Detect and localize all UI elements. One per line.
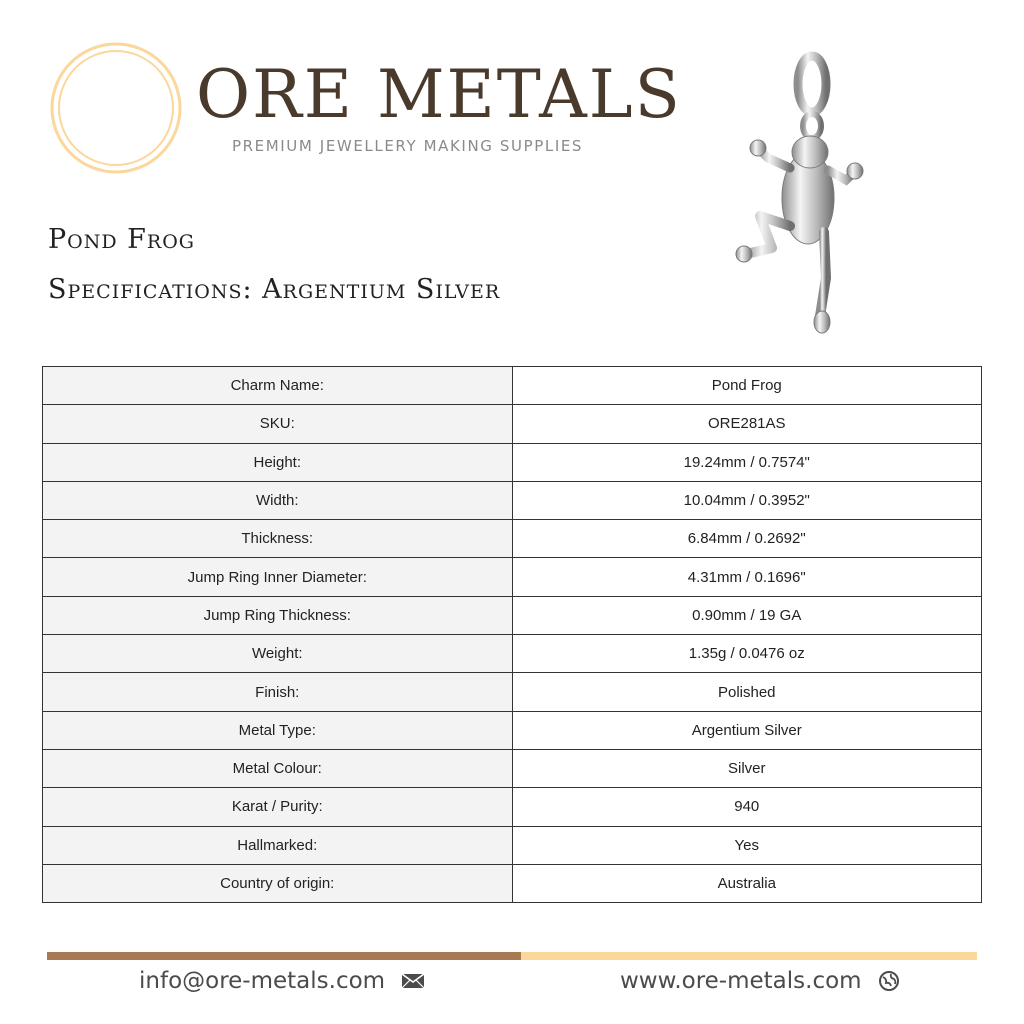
spec-value: 4.31mm / 0.1696" (512, 558, 982, 596)
table-row (43, 596, 982, 634)
footer-bar-right (521, 952, 977, 960)
spec-value: Polished (512, 673, 982, 711)
website-link[interactable]: www.ore-metals.com (620, 968, 862, 994)
envelope-icon (401, 973, 425, 989)
spec-value: Argentium Silver (512, 711, 982, 749)
spec-label: Country of origin: (43, 864, 513, 902)
spec-label: Metal Colour: (43, 749, 513, 787)
table-row (43, 558, 982, 596)
spec-value: 19.24mm / 0.7574" (512, 443, 982, 481)
product-title: Pond Frog (48, 224, 195, 255)
spec-value: 10.04mm / 0.3952" (512, 481, 982, 519)
frog-charm-icon (728, 48, 868, 340)
spec-value: Australia (512, 864, 982, 902)
table-row (43, 673, 982, 711)
table-row (43, 520, 982, 558)
spec-label: Width: (43, 481, 513, 519)
table-row (43, 826, 982, 864)
brand-name: ORE METALS (196, 56, 682, 133)
specifications-table (42, 366, 982, 903)
logo-ring-icon (48, 40, 184, 176)
table-row (43, 749, 982, 787)
spec-label: Jump Ring Inner Diameter: (43, 558, 513, 596)
spec-value: Silver (512, 749, 982, 787)
table-row (43, 788, 982, 826)
email-link[interactable]: info@ore-metals.com (139, 968, 386, 994)
globe-icon (878, 970, 900, 992)
contact-website[interactable] (620, 967, 900, 995)
table-row (43, 635, 982, 673)
contact-email[interactable] (139, 967, 425, 995)
spec-label: Karat / Purity: (43, 788, 513, 826)
spec-value: 1.35g / 0.0476 oz (512, 635, 982, 673)
table-row (43, 405, 982, 443)
product-specifications-heading: Specifications: Argentium Silver (48, 274, 501, 305)
spec-label: Thickness: (43, 520, 513, 558)
spec-value: Yes (512, 826, 982, 864)
spec-value: 6.84mm / 0.2692" (512, 520, 982, 558)
spec-value: Pond Frog (512, 367, 982, 405)
spec-label: Weight: (43, 635, 513, 673)
spec-label: Metal Type: (43, 711, 513, 749)
brand-tagline: PREMIUM JEWELLERY MAKING SUPPLIES (232, 137, 584, 155)
spec-label: Hallmarked: (43, 826, 513, 864)
spec-value: ORE281AS (512, 405, 982, 443)
spec-label: Finish: (43, 673, 513, 711)
footer-bar-left (47, 952, 521, 960)
table-row (43, 367, 982, 405)
spec-value: 0.90mm / 19 GA (512, 596, 982, 634)
spec-label: SKU: (43, 405, 513, 443)
spec-value: 940 (512, 788, 982, 826)
table-row (43, 443, 982, 481)
table-row (43, 711, 982, 749)
table-row (43, 481, 982, 519)
spec-label: Height: (43, 443, 513, 481)
spec-label: Charm Name: (43, 367, 513, 405)
table-row (43, 864, 982, 902)
spec-label: Jump Ring Thickness: (43, 596, 513, 634)
